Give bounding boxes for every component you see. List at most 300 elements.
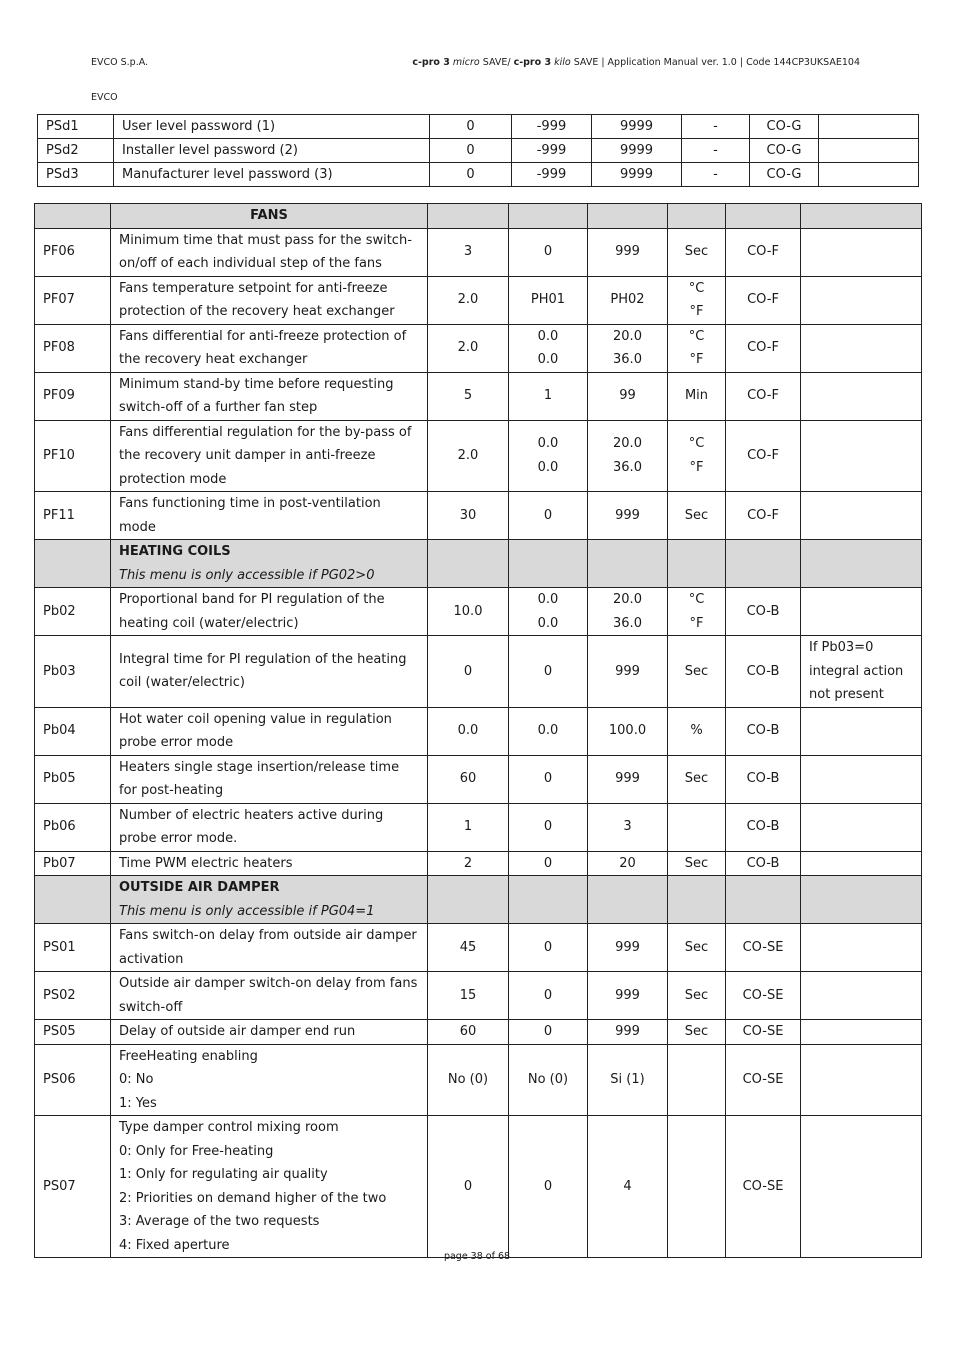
param-min [509, 924, 588, 972]
param-max [588, 755, 668, 803]
param-unit [668, 420, 726, 492]
param-default-line: 3 [463, 244, 473, 260]
param-unit-line: Sec [684, 507, 709, 523]
param-default-line: 45 [459, 939, 477, 955]
section-empty-cell [726, 204, 801, 229]
param-menu: CO-B [726, 851, 801, 876]
param-description [111, 228, 428, 276]
param-code: PSd2 [38, 139, 114, 163]
param-default [428, 1116, 509, 1258]
param-unit-line: Sec [684, 771, 709, 787]
param-unit [668, 803, 726, 851]
param-max [588, 492, 668, 540]
param-code: PS02 [35, 972, 111, 1020]
param-min [509, 851, 588, 876]
table-row [38, 139, 919, 163]
param-menu: CO-F [726, 420, 801, 492]
section-header-row [35, 540, 922, 588]
param-menu: CO-G [750, 139, 819, 163]
param-code: PSd1 [38, 115, 114, 139]
param-unit-line: °C [688, 436, 705, 452]
param-min [509, 588, 588, 636]
param-max [588, 372, 668, 420]
table-row [35, 372, 922, 420]
header-sep: SAVE/ [479, 57, 514, 68]
section-title: FANS [250, 208, 288, 223]
param-unit-line: Sec [684, 244, 709, 260]
section-title: HEATING COILS [119, 544, 231, 559]
param-menu: CO-B [726, 588, 801, 636]
param-max [588, 1020, 668, 1045]
param-description [111, 755, 428, 803]
param-max-line: 999 [615, 507, 640, 523]
param-notes [801, 1116, 922, 1258]
section-header-row [35, 876, 922, 924]
param-default [428, 1044, 509, 1116]
param-description-line: for post-heating [119, 783, 224, 798]
table-row [35, 972, 922, 1020]
param-unit [668, 755, 726, 803]
param-notes-line: integral action [809, 663, 904, 679]
param-menu: CO-F [726, 324, 801, 372]
param-notes-line: If Pb03=0 [809, 640, 874, 655]
param-default [428, 972, 509, 1020]
table-row [35, 324, 922, 372]
param-description-line: FreeHeating enabling [119, 1048, 258, 1064]
param-unit-line: Sec [684, 855, 709, 871]
param-code: Pb07 [35, 851, 111, 876]
param-min [509, 420, 588, 492]
param-unit [668, 1044, 726, 1116]
section-title-cell [111, 204, 428, 229]
param-default [428, 636, 509, 708]
param-unit-line: Sec [684, 663, 709, 679]
param-min [509, 228, 588, 276]
param-notes [801, 420, 922, 492]
param-notes [801, 924, 922, 972]
param-min [509, 972, 588, 1020]
param-max [588, 276, 668, 324]
product-b: c-pro 3 [513, 57, 552, 68]
param-min [509, 707, 588, 755]
param-default [428, 588, 509, 636]
param-max-line: PH02 [610, 292, 645, 308]
param-default-line: 2.0 [457, 292, 479, 308]
param-unit [668, 276, 726, 324]
param-max-line: 100.0 [608, 723, 647, 739]
param-default [428, 1020, 509, 1045]
param-code: PS01 [35, 924, 111, 972]
param-min-line: 0.0 [537, 459, 559, 475]
param-min-line: 0 [543, 819, 553, 835]
param-unit-line: Sec [684, 939, 709, 955]
param-code: PF07 [35, 276, 111, 324]
param-default-line: 0 [463, 663, 473, 679]
param-description-line: 3: Average of the two requests [119, 1214, 320, 1229]
section-empty-cell [668, 204, 726, 229]
header-title [412, 57, 860, 68]
param-default [428, 803, 509, 851]
param-notes [801, 1044, 922, 1116]
param-unit-line: % [690, 723, 703, 739]
param-menu: CO-SE [726, 972, 801, 1020]
param-code: PF08 [35, 324, 111, 372]
table-row [35, 492, 922, 540]
param-notes [801, 851, 922, 876]
param-menu: CO-B [726, 755, 801, 803]
param-description [111, 492, 428, 540]
param-max-line: 999 [615, 771, 640, 787]
table-row [35, 755, 922, 803]
header-rest: SAVE | Application Manual ver. 1.0 | Code 144CP3UKSAE104 [570, 57, 860, 68]
param-menu: CO-F [726, 372, 801, 420]
param-description-line: 1: Yes [119, 1095, 157, 1111]
section-empty-cell [428, 204, 509, 229]
param-default [428, 492, 509, 540]
param-description [111, 707, 428, 755]
param-description [111, 1044, 428, 1116]
param-min-line: 0 [543, 244, 553, 260]
param-max-line: 999 [615, 1024, 640, 1039]
param-default [428, 707, 509, 755]
param-unit [668, 851, 726, 876]
param-description-line: Fans functioning time in post-ventilation [119, 496, 381, 511]
param-default [428, 420, 509, 492]
param-default-line: 10.0 [453, 603, 483, 619]
section-title: OUTSIDE AIR DAMPER [119, 880, 280, 895]
param-menu: CO-F [726, 276, 801, 324]
param-max-line: 20.0 [613, 436, 642, 452]
param-default-line: 15 [459, 987, 477, 1003]
param-min [509, 1116, 588, 1258]
param-default-line: 0.0 [457, 723, 479, 739]
param-unit [668, 924, 726, 972]
param-notes [801, 707, 922, 755]
section-empty-cell [509, 876, 588, 924]
param-code: PSd3 [38, 163, 114, 187]
param-max-line: 99 [619, 388, 636, 404]
param-default [428, 924, 509, 972]
param-min-line: 0.0 [537, 436, 559, 452]
param-description [111, 276, 428, 324]
param-description-line: Fans differential regulation for the by-pass of [119, 424, 412, 440]
param-description [111, 803, 428, 851]
param-min-line: 0.0 [537, 615, 559, 631]
param-notes [801, 803, 922, 851]
param-unit: - [682, 139, 750, 163]
param-description-line: coil (water/electric) [119, 675, 245, 691]
param-default: 0 [430, 115, 512, 139]
param-description-line: the recovery unit damper in anti-freeze [119, 448, 376, 463]
param-description-line: switch-off of a further fan step [119, 400, 318, 415]
param-min [509, 372, 588, 420]
param-default-line: 2 [463, 855, 473, 871]
param-notes [819, 115, 919, 139]
param-description-line: on/off of each individual step of the fans [119, 256, 382, 271]
section-title-cell [111, 540, 428, 588]
section-empty-cell [428, 876, 509, 924]
param-description-line: switch-off [119, 999, 183, 1015]
param-unit [668, 636, 726, 708]
param-default-line: 30 [459, 507, 477, 523]
table-row [35, 1116, 922, 1258]
password-table [37, 114, 919, 187]
section-empty-cell [588, 876, 668, 924]
param-description-line: activation [119, 951, 184, 967]
param-menu: CO-B [726, 707, 801, 755]
param-code: PF09 [35, 372, 111, 420]
param-code: Pb02 [35, 588, 111, 636]
param-description [111, 851, 428, 876]
param-unit-line: °F [689, 352, 704, 367]
section-empty-cell [726, 540, 801, 588]
section-empty-cell [588, 540, 668, 588]
param-min: -999 [512, 115, 592, 139]
param-description-line: Hot water coil opening value in regulation [119, 711, 392, 727]
table-row [35, 228, 922, 276]
page-number: page 38 of 68 [443, 1251, 511, 1262]
param-min [509, 803, 588, 851]
section-empty-cell [801, 540, 922, 588]
table-row [35, 1020, 922, 1045]
table-row [35, 924, 922, 972]
param-notes-line: not present [809, 687, 884, 702]
param-min-line: 0 [543, 507, 553, 523]
section-empty-cell [668, 876, 726, 924]
param-description-line: Minimum stand-by time before requesting [119, 376, 394, 392]
param-unit-line: Sec [684, 1024, 709, 1039]
param-default [428, 276, 509, 324]
param-notes [801, 492, 922, 540]
section-empty-cell [588, 204, 668, 229]
param-max-line: 36.0 [613, 352, 642, 367]
param-code: Pb04 [35, 707, 111, 755]
param-max [588, 228, 668, 276]
param-notes [801, 324, 922, 372]
param-description-line: probe error mode. [119, 831, 238, 846]
param-min-line: 0.0 [537, 328, 559, 344]
param-description-line: Fans temperature setpoint for anti-freeze [119, 280, 388, 296]
param-description: User level password (1) [114, 115, 430, 139]
param-description-line: 0: No [119, 1072, 154, 1087]
param-default-line: 2.0 [457, 448, 479, 463]
param-default-line: 60 [459, 771, 477, 787]
param-menu: CO-B [726, 803, 801, 851]
table-row [35, 420, 922, 492]
param-description: Installer level password (2) [114, 139, 430, 163]
param-description [111, 588, 428, 636]
product-a-suffix: micro [452, 57, 480, 68]
param-code: PS07 [35, 1116, 111, 1258]
param-min [509, 1020, 588, 1045]
param-default: 0 [430, 163, 512, 187]
param-notes [801, 755, 922, 803]
param-max-line: 999 [615, 244, 640, 260]
param-menu: CO-SE [726, 1020, 801, 1045]
param-code: Pb03 [35, 636, 111, 708]
param-menu: CO-F [726, 492, 801, 540]
param-min-line: 0 [543, 939, 553, 955]
param-description [111, 372, 428, 420]
param-unit [668, 228, 726, 276]
param-min [509, 636, 588, 708]
param-default-line: 2.0 [457, 340, 479, 356]
param-unit [668, 972, 726, 1020]
param-description-line: Time PWM electric heaters [119, 855, 293, 871]
param-min-line: 0 [543, 771, 553, 787]
param-description-line: 4: Fixed aperture [119, 1237, 230, 1253]
param-unit [668, 324, 726, 372]
param-notes [801, 588, 922, 636]
param-max [588, 636, 668, 708]
section-empty-cell [509, 540, 588, 588]
table-row [35, 803, 922, 851]
param-notes [819, 163, 919, 187]
param-unit: - [682, 115, 750, 139]
param-default [428, 228, 509, 276]
param-max [588, 420, 668, 492]
param-menu: CO-SE [726, 1116, 801, 1258]
param-unit: - [682, 163, 750, 187]
param-default [428, 324, 509, 372]
table-row [35, 707, 922, 755]
param-max [588, 1044, 668, 1116]
param-default-line: 1 [463, 819, 473, 835]
param-code: PF11 [35, 492, 111, 540]
param-max [588, 588, 668, 636]
param-max-line: 36.0 [613, 459, 642, 475]
section-empty-cell [35, 876, 111, 924]
param-max: 9999 [592, 163, 682, 187]
param-min-line: 0.0 [537, 723, 559, 739]
param-min [509, 1044, 588, 1116]
section-empty-cell [35, 204, 111, 229]
param-description-line: Fans switch-on delay from outside air damper [119, 928, 417, 943]
param-min [509, 492, 588, 540]
param-min-line: 0.0 [537, 352, 559, 367]
param-code: PF10 [35, 420, 111, 492]
table-row [35, 276, 922, 324]
product-b-suffix: kilo [554, 57, 571, 68]
param-default-line: 60 [459, 1024, 477, 1039]
param-unit-line: °F [689, 615, 704, 631]
param-description-line: probe error mode [119, 735, 234, 750]
param-min-line: 0 [543, 663, 553, 679]
param-max [588, 707, 668, 755]
section-empty-cell [509, 204, 588, 229]
param-description [111, 1020, 428, 1045]
table-row [38, 115, 919, 139]
param-min: -999 [512, 163, 592, 187]
param-notes [801, 972, 922, 1020]
param-max: 9999 [592, 115, 682, 139]
param-description-line: Fans differential for anti-freeze protection of [119, 328, 407, 344]
param-default-line: No (0) [447, 1072, 489, 1087]
param-min-line: 1 [543, 388, 553, 404]
param-min-line: 0.0 [537, 592, 559, 607]
param-description [111, 420, 428, 492]
section-empty-cell [428, 540, 509, 588]
section-note: This menu is only accessible if PG04=1 [119, 903, 375, 919]
param-notes [801, 1020, 922, 1045]
param-description-line: Number of electric heaters active during [119, 807, 384, 823]
param-min: -999 [512, 139, 592, 163]
param-menu: CO-F [726, 228, 801, 276]
param-max-line: 4 [623, 1178, 632, 1194]
table-row [38, 163, 919, 187]
section-empty-cell [801, 876, 922, 924]
table-row [35, 588, 922, 636]
param-code: PF06 [35, 228, 111, 276]
param-description-line: protection mode [119, 471, 227, 487]
section-header-row [35, 204, 922, 229]
param-notes [801, 276, 922, 324]
param-description [111, 972, 428, 1020]
param-unit-line: °F [689, 304, 704, 319]
param-unit-line: Sec [684, 987, 709, 1003]
param-description [111, 924, 428, 972]
param-default-line: 0 [463, 1178, 473, 1194]
param-max-line: 20.0 [613, 328, 642, 344]
param-notes [801, 228, 922, 276]
param-unit [668, 707, 726, 755]
param-max [588, 1116, 668, 1258]
param-description-line: heating coil (water/electric) [119, 615, 299, 631]
param-max-line: 36.0 [613, 615, 642, 631]
param-default [428, 851, 509, 876]
param-unit [668, 492, 726, 540]
section-empty-cell [668, 540, 726, 588]
param-min [509, 755, 588, 803]
param-notes [819, 139, 919, 163]
param-min-line: No (0) [527, 1072, 569, 1087]
param-max: 9999 [592, 139, 682, 163]
param-notes [801, 636, 922, 708]
param-unit-line: °F [689, 459, 704, 475]
param-description [111, 1116, 428, 1258]
param-description-line: protection of the recovery heat exchanger [119, 304, 395, 319]
param-min-line: 0 [543, 987, 553, 1003]
param-menu: CO-G [750, 115, 819, 139]
param-min [509, 324, 588, 372]
param-max-line: 20.0 [613, 592, 642, 607]
param-description-line: Proportional band for PI regulation of the [119, 592, 385, 607]
param-code: Pb06 [35, 803, 111, 851]
param-default: 0 [430, 139, 512, 163]
param-max-line: 999 [615, 939, 640, 955]
table-row [35, 1044, 922, 1116]
param-max [588, 972, 668, 1020]
param-min-line: 0 [543, 855, 553, 871]
param-unit-line: °C [688, 328, 705, 344]
param-description-line: the recovery heat exchanger [119, 352, 308, 367]
param-description-line: Delay of outside air damper end run [119, 1024, 356, 1039]
param-default-line: 5 [463, 388, 473, 404]
section-empty-cell [726, 876, 801, 924]
param-description-line: Type damper control mixing room [119, 1120, 339, 1135]
param-description-line: Integral time for PI regulation of the heating [119, 651, 407, 667]
param-unit-line: °C [688, 592, 705, 607]
param-menu: CO-B [726, 636, 801, 708]
param-min [509, 276, 588, 324]
param-description-line: 2: Priorities on demand higher of the two [119, 1190, 387, 1206]
param-description-line: Outside air damper switch-on delay from fans [119, 976, 418, 991]
param-unit [668, 1020, 726, 1045]
product-a: c-pro 3 [412, 57, 450, 68]
param-menu: CO-G [750, 163, 819, 187]
param-max [588, 851, 668, 876]
param-description-line: 0: Only for Free-heating [119, 1143, 274, 1159]
